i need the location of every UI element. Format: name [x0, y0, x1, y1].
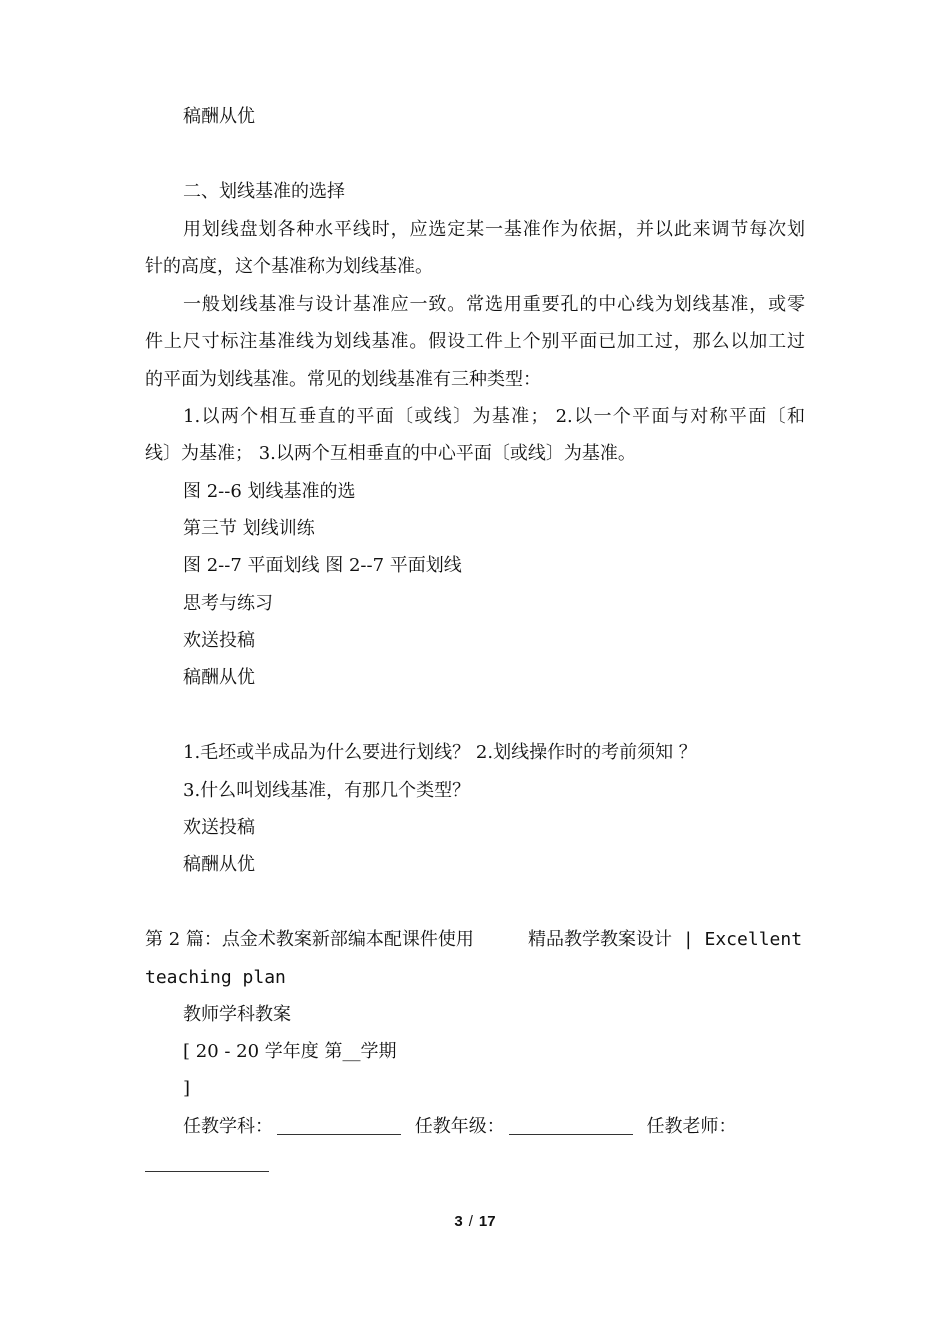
- doc-title: 教师学科教案: [183, 1004, 291, 1025]
- total-pages: 17: [478, 1213, 496, 1230]
- paragraph-line: 一般划线基准与设计基准应一致。常选用重要孔的中心线为划线基准，或零: [183, 294, 805, 315]
- page-number: [0, 1213, 950, 1230]
- paragraph-line: 1.以两个相互垂直的平面〔或线〕为基准； 2.以一个平面与对称平面〔和: [183, 406, 805, 427]
- question-line: 1.毛坯或半成品为什么要进行划线？ 2.划线操作时的考前须知 ？: [183, 742, 697, 763]
- teacher-blank: [145, 1170, 269, 1172]
- section-heading: 二、划线基准的选择: [183, 181, 345, 202]
- current-page: 3: [454, 1213, 463, 1230]
- page-separator: /: [468, 1213, 473, 1230]
- text-line: 稿酬从优: [183, 106, 255, 127]
- semester-line: [ 20 - 20 学年度 第__学期: [183, 1041, 397, 1062]
- header-tagline: 精品教学教案设计 | Excellent: [528, 929, 803, 950]
- section-heading: 第三节 划线训练: [183, 518, 315, 539]
- grade-blank: [509, 1116, 633, 1135]
- paragraph-line: 用划线盘划各种水平线时，应选定某一基准作为依据，并以此来调节每次划: [183, 219, 805, 240]
- text-line: 欢送投稿: [183, 817, 255, 838]
- text-line: 稿酬从优: [183, 667, 255, 688]
- grade-label: 任教年级：: [414, 1116, 505, 1137]
- paragraph-line: 针的高度，这个基准称为划线基准。: [145, 256, 433, 277]
- text-line: 稿酬从优: [183, 854, 255, 875]
- subject-label: 任教学科：: [183, 1116, 273, 1137]
- paragraph-line: 的平面为划线基准。常见的划线基准有三种类型：: [145, 369, 541, 390]
- header-tagline-cont: teaching plan: [145, 967, 286, 988]
- figure-caption: 图 2--6 划线基准的选: [183, 481, 356, 502]
- figure-caption: 图 2--7 平面划线 图 2--7 平面划线: [183, 555, 462, 576]
- subject-blank: [277, 1116, 401, 1135]
- form-line: [183, 1115, 736, 1139]
- paragraph-line: 线〕为基准； 3.以两个互相垂直的中心平面〔或线〕为基准。: [145, 443, 636, 464]
- question-line: 3.什么叫划线基准，有那几个类型？: [183, 780, 471, 801]
- teacher-label: 任教老师：: [646, 1116, 737, 1137]
- bracket-close: ]: [183, 1078, 191, 1099]
- chapter-heading: 第 2 篇：点金术教案新部编本配课件使用: [145, 929, 474, 950]
- text-line: 思考与练习: [183, 593, 273, 614]
- paragraph-line: 件上尺寸标注基准线为划线基准。假设工件上个别平面已加工过，那么以加工过: [145, 331, 805, 352]
- text-line: 欢送投稿: [183, 630, 255, 651]
